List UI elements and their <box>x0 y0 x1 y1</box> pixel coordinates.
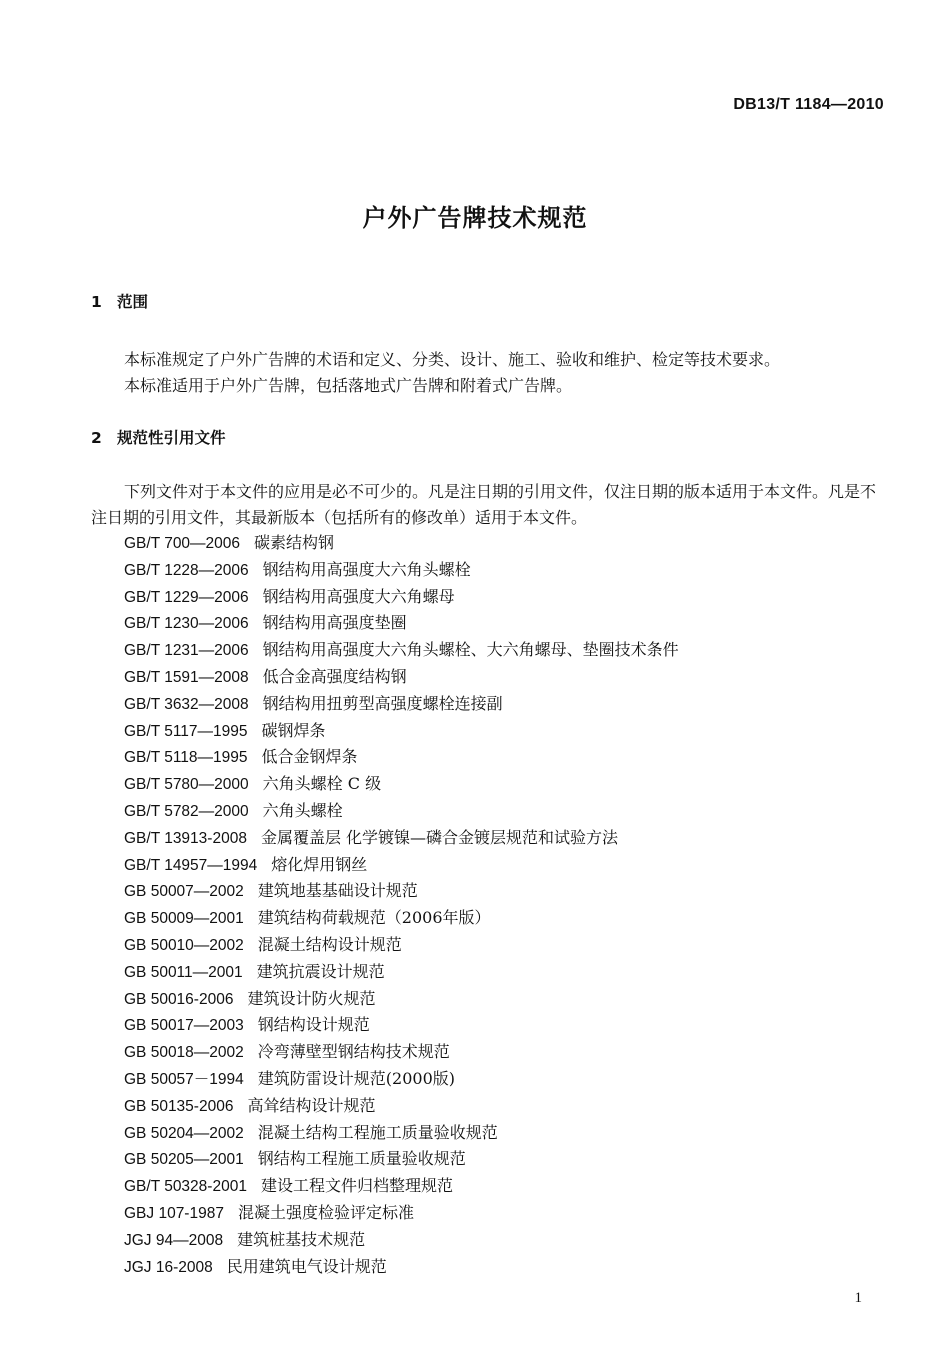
reference-item <box>124 852 679 879</box>
reference-title: 建筑设计防火规范 <box>247 988 376 1008</box>
reference-code: GB 50018—2002 <box>124 1044 244 1062</box>
reference-code: GB/T 1230—2006 <box>124 615 249 633</box>
document-code: DB13/T 1184—2010 <box>733 96 884 113</box>
reference-item <box>124 718 679 745</box>
reference-title: 高耸结构设计规范 <box>247 1095 376 1115</box>
reference-code: GB 50204—2002 <box>124 1124 244 1142</box>
reference-item <box>124 986 679 1013</box>
section-title: 规范性引用文件 <box>117 429 226 447</box>
reference-title: 钢结构用高强度大六角头螺栓 <box>262 559 471 579</box>
reference-item <box>124 825 679 852</box>
reference-title: 建筑桩基技术规范 <box>237 1229 366 1249</box>
section-title: 范围 <box>117 293 149 311</box>
reference-item <box>124 932 679 959</box>
reference-code: GB/T 14957—1994 <box>124 856 258 874</box>
reference-code: GB/T 700—2006 <box>124 535 241 552</box>
document-title: 户外广告牌技术规范 <box>362 204 588 232</box>
reference-item <box>124 1066 679 1093</box>
reference-code: JGJ 16-2008 <box>124 1258 213 1276</box>
reference-item <box>124 744 679 771</box>
reference-item <box>124 664 679 691</box>
reference-title: 钢结构用高强度大六角螺母 <box>262 586 455 606</box>
reference-code: GB 50007—2002 <box>124 883 244 901</box>
reference-title: 钢结构用高强度垫圈 <box>262 613 407 633</box>
reference-code: GB 50057－1994 <box>124 1070 244 1088</box>
reference-title: 建设工程文件归档整理规范 <box>260 1176 453 1196</box>
reference-title: 混凝土结构设计规范 <box>257 934 402 954</box>
reference-item <box>124 1120 679 1147</box>
reference-item <box>124 1200 679 1227</box>
reference-item <box>124 1146 679 1173</box>
section-heading-normative-references <box>91 426 226 448</box>
reference-title: 六角头螺栓 <box>262 800 343 820</box>
reference-code: GB 50009—2001 <box>124 910 244 928</box>
reference-code: GB/T 13913-2008 <box>124 829 247 847</box>
reference-title: 冷弯薄壁型钢结构技术规范 <box>257 1042 450 1062</box>
reference-item <box>124 1039 679 1066</box>
reference-list <box>124 530 679 1280</box>
reference-title: 钢结构用扭剪型高强度螺栓连接副 <box>262 693 503 713</box>
reference-item <box>124 1254 679 1281</box>
reference-title: 建筑结构荷载规范（2006年版） <box>257 908 491 928</box>
reference-code: GB/T 1228—2006 <box>124 561 249 579</box>
reference-item <box>124 878 679 905</box>
reference-item <box>124 557 679 584</box>
reference-code: GBJ 107-1987 <box>124 1204 224 1222</box>
reference-title: 低合金钢焊条 <box>261 747 358 767</box>
reference-code: GB/T 5117—1995 <box>124 722 248 740</box>
reference-code: GB/T 1231—2006 <box>124 642 249 660</box>
reference-title: 金属覆盖层 化学镀镍—磷合金镀层规范和试验方法 <box>260 827 619 847</box>
section-number: 1 <box>91 293 102 311</box>
scope-paragraph-1: 本标准规定了户外广告牌的术语和定义、分类、设计、施工、验收和维护、检定等技术要求。 <box>124 350 781 369</box>
reference-title: 六角头螺栓 C 级 <box>262 774 382 794</box>
reference-code: JGJ 94—2008 <box>124 1231 224 1249</box>
reference-item <box>124 959 679 986</box>
reference-item <box>124 1227 679 1254</box>
reference-code: GB/T 5118—1995 <box>124 749 248 767</box>
reference-title: 碳钢焊条 <box>261 720 326 740</box>
reference-code: GB 50135-2006 <box>124 1097 234 1115</box>
reference-item <box>124 905 679 932</box>
reference-code: GB 50011—2001 <box>124 963 243 981</box>
reference-item <box>124 610 679 637</box>
reference-title: 建筑地基基础设计规范 <box>257 881 418 901</box>
reference-title: 低合金高强度结构钢 <box>262 666 407 686</box>
reference-title: 钢结构设计规范 <box>257 1015 370 1035</box>
reference-title: 熔化焊用钢丝 <box>271 854 368 874</box>
reference-title: 建筑抗震设计规范 <box>256 961 385 981</box>
reference-code: GB 50017—2003 <box>124 1017 244 1035</box>
reference-item <box>124 584 679 611</box>
reference-item <box>124 798 679 825</box>
reference-title: 混凝土结构工程施工质量验收规范 <box>257 1122 498 1142</box>
reference-item <box>124 1173 679 1200</box>
reference-code: GB 50016-2006 <box>124 990 234 1008</box>
reference-code: GB 50205—2001 <box>124 1151 244 1169</box>
reference-title: 钢结构工程施工质量验收规范 <box>257 1149 466 1169</box>
reference-item <box>124 691 679 718</box>
scope-paragraph-2: 本标准适用于户外广告牌，包括落地式广告牌和附着式广告牌。 <box>124 376 573 395</box>
reference-code: GB/T 1229—2006 <box>124 588 249 606</box>
reference-code: GB/T 5782—2000 <box>124 802 249 820</box>
reference-item <box>124 637 679 664</box>
reference-item <box>124 530 679 557</box>
references-intro-paragraph: 下列文件对于本文件的应用是必不可少的。凡是注日期的引用文件，仅注日期的版本适用于本文件。凡是不注日期的引用文件，其最新版本（包括所有的修改单）适用于本文件。 <box>91 482 877 527</box>
page-number: 1 <box>854 1290 862 1306</box>
reference-title: 钢结构用高强度大六角头螺栓、大六角螺母、垫圈技术条件 <box>262 640 679 660</box>
reference-item <box>124 1093 679 1120</box>
reference-code: GB/T 1591—2008 <box>124 668 249 686</box>
reference-title: 混凝土强度检验评定标准 <box>237 1202 414 1222</box>
reference-title: 建筑防雷设计规范(2000版) <box>257 1068 456 1088</box>
section-heading-scope <box>91 290 148 312</box>
reference-item <box>124 1012 679 1039</box>
reference-code: GB/T 50328-2001 <box>124 1178 247 1196</box>
reference-title: 民用建筑电气设计规范 <box>226 1256 387 1276</box>
reference-code: GB/T 5780—2000 <box>124 776 249 794</box>
section-number: 2 <box>91 429 102 447</box>
reference-code: GB 50010—2002 <box>124 936 244 954</box>
reference-item <box>124 771 679 798</box>
reference-code: GB/T 3632—2008 <box>124 695 249 713</box>
reference-title: 碳素结构钢 <box>254 533 335 552</box>
